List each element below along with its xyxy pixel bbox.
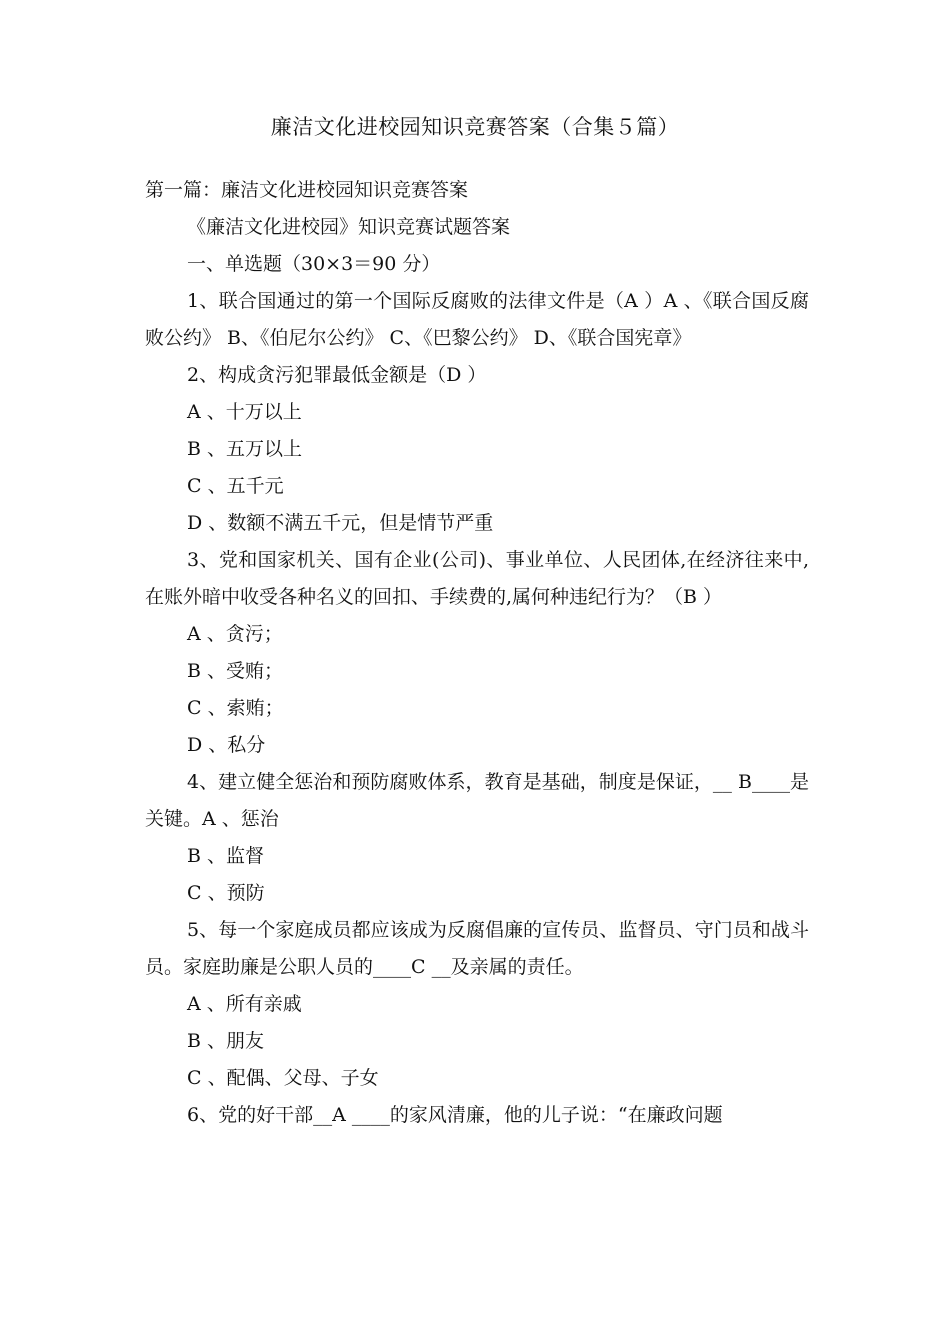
document-body <box>145 172 809 1134</box>
question-3: 3、党和国家机关、国有企业(公司)、事业单位、人民团体,在经济往来中,在账外暗中收受各种名义的回扣、手续费的,属何种违纪行为？（B ） <box>145 549 809 608</box>
document-title: 廉洁文化进校园知识竞赛答案（合集５篇） <box>270 115 680 139</box>
question-3-option-c: C 、索贿； <box>187 697 284 719</box>
question-3-option-d: D 、私分 <box>187 734 266 756</box>
question-5: 5、每一个家庭成员都应该成为反腐倡廉的宣传员、监督员、守门员和战斗员。家庭助廉是公职人员的____C __及亲属的责任。 <box>145 919 809 978</box>
question-4: 4、建立健全惩治和预防腐败体系，教育是基础，制度是保证，__ B____是关键。A 、惩治 <box>145 771 809 830</box>
question-5-option-c: C 、配偶、父母、子女 <box>187 1067 379 1089</box>
question-1: 1、联合国通过的第一个国际反腐败的法律文件是（A ）A 、《联合国反腐败公约》 B、《伯尼尔公约》 C、《巴黎公约》 D、《联合国宪章》 <box>145 290 809 349</box>
question-2: 2、构成贪污犯罪最低金额是（D ） <box>187 364 487 386</box>
question-4-option-c: C 、预防 <box>187 882 265 904</box>
question-6: 6、党的好干部__A ____的家风清廉，他的儿子说：“在廉政问题 <box>187 1104 723 1126</box>
question-2-option-b: B 、五万以上 <box>187 438 303 460</box>
section-heading: 第一篇：廉洁文化进校园知识竞赛答案 <box>145 179 469 201</box>
question-2-option-c: C 、五千元 <box>187 475 284 497</box>
question-5-option-b: B 、朋友 <box>187 1030 265 1052</box>
question-2-option-d: D 、数额不满五千元，但是情节严重 <box>187 512 494 534</box>
question-3-option-a: A 、贪污； <box>187 623 283 645</box>
question-4-option-b: B 、监督 <box>187 845 265 867</box>
question-3-option-b: B 、受贿； <box>187 660 284 682</box>
part-heading: 一、单选题（30×3＝90 分） <box>187 253 441 275</box>
subheading: 《廉洁文化进校园》知识竞赛试题答案 <box>187 216 511 238</box>
question-2-option-a: A 、十万以上 <box>187 401 302 423</box>
question-5-option-a: A 、所有亲戚 <box>187 993 302 1015</box>
